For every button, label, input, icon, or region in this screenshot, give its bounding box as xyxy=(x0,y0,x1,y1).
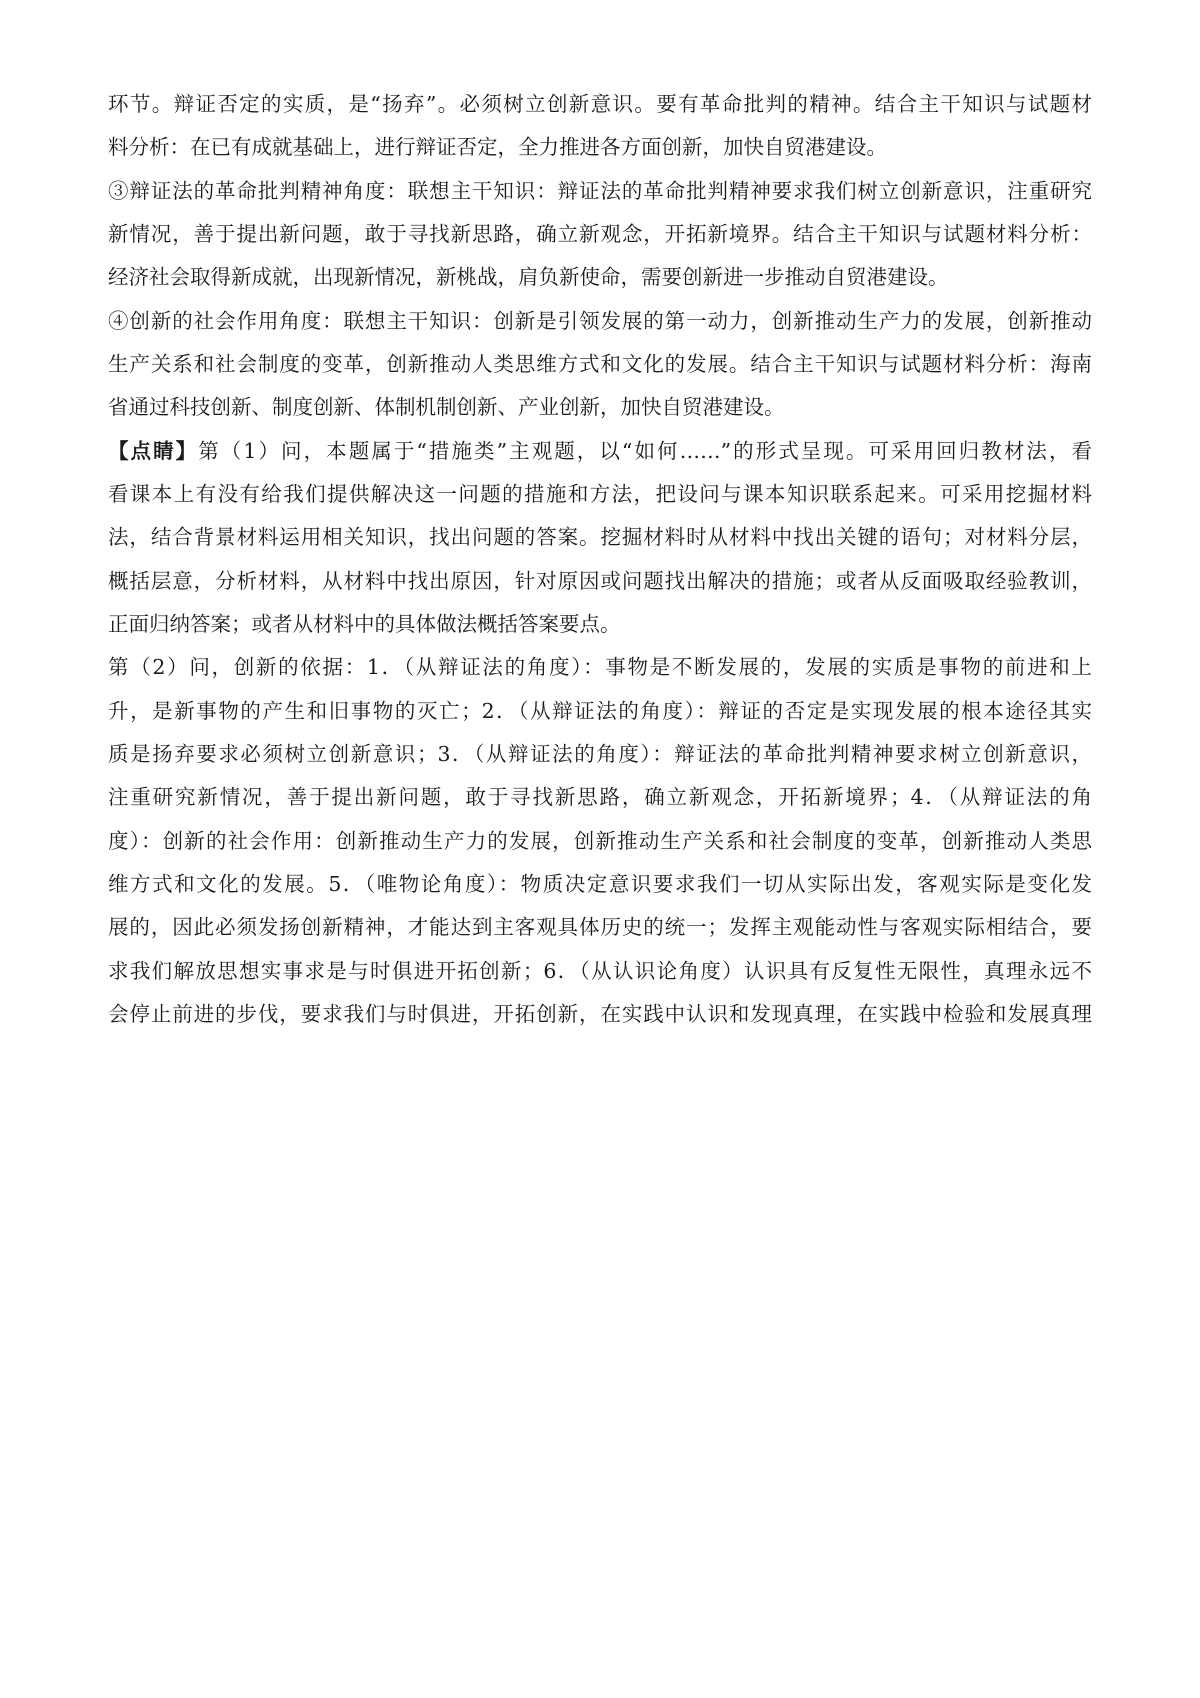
paragraph-question-2-basis xyxy=(108,646,1092,1036)
text-line: 正面归纳答案；或者从材料中的具体做法概括答案要点。 xyxy=(108,611,621,636)
text-line: 会停止前进的步伐，要求我们与时俱进，开拓创新，在实践中认识和发现真理，在实践中检验和发展真理 xyxy=(108,1001,1092,1026)
paragraph-highlight-tips xyxy=(108,430,1092,647)
paragraph-social-role-of-innovation xyxy=(108,300,1092,430)
text-line: 求我们解放思想实事求是与时俱进开拓创新；6．（从认识论角度）认识具有反复性无限性，真理永远不 xyxy=(108,958,1092,983)
document-body xyxy=(108,83,1092,1036)
text-line: 环节。辩证否定的实质，是“扬弃”。必须树立创新意识。要有革命批判的精神。结合主干知识与试题材 xyxy=(108,92,1092,116)
text-line: 注重研究新情况，善于提出新问题，敢于寻找新思路，确立新观念，开拓新境界；4．（从辩证法的角 xyxy=(108,785,1092,810)
paragraph-revolutionary-critical-spirit xyxy=(108,170,1092,300)
text-line: 生产关系和社会制度的变革，创新推动人类思维方式和文化的发展。结合主干知识与试题材料分析：海南 xyxy=(108,351,1092,376)
text-line: 升，是新事物的产生和旧事物的灭亡；2．（从辩证法的角度）：辩证的否定是实现发展的根本途径其实 xyxy=(108,698,1092,723)
text-line: ④创新的社会作用角度：联想主干知识：创新是引领发展的第一动力，创新推动生产力的发展，创新推动 xyxy=(108,308,1092,333)
paragraph-dialectical-negation-conclusion xyxy=(108,83,1092,170)
text-line: 法，结合背景材料运用相关知识，找出问题的答案。挖掘材料时从材料中找出关键的语句；对材料分层， xyxy=(108,525,1092,550)
text-line: 第（2）问，创新的依据：1．（从辩证法的角度）：事物是不断发展的，发展的实质是事物的前进和上 xyxy=(108,655,1092,680)
text-line-content: 第（1）问，本题属于“措施类”主观题，以“如何……”的形式呈现。可采用回归教材法，看 xyxy=(198,438,1092,463)
text-line: 看课本上有没有给我们提供解决这一问题的措施和方法，把设问与课本知识联系起来。可采用挖掘材料 xyxy=(108,481,1092,506)
text-line xyxy=(108,430,1092,473)
text-line: 省通过科技创新、制度创新、体制机制创新、产业创新，加快自贸港建设。 xyxy=(108,395,785,420)
text-line: 经济社会取得新成就，出现新情况，新桃战，肩负新使命，需要创新进一步推动自贸港建设。 xyxy=(108,265,949,290)
text-line: 维方式和文化的发展。5．（唯物论角度）：物质决定意识要求我们一切从实际出发，客观实际是变化发 xyxy=(108,871,1092,896)
text-line: 料分析：在已有成就基础上，进行辩证否定，全力推进各方面创新，加快自贸港建设。 xyxy=(108,135,887,160)
text-line: 质是扬弃要求必须树立创新意识；3．（从辩证法的角度）：辩证法的革命批判精神要求树立创新意识， xyxy=(108,741,1092,766)
text-line: 展的，因此必须发扬创新精神，才能达到主客观具体历史的统一；发挥主观能动性与客观实际相结合，要 xyxy=(108,915,1092,940)
text-line: 新情况，善于提出新问题，敢于寻找新思路，确立新观念，开拓新境界。结合主干知识与试题材料分析： xyxy=(108,221,1092,246)
highlight-label: 【点睛】 xyxy=(108,438,199,463)
text-line: ③辩证法的革命批判精神角度：联想主干知识：辩证法的革命批判精神要求我们树立创新意识，注重研究 xyxy=(108,178,1092,203)
text-line: 度）：创新的社会作用：创新推动生产力的发展，创新推动生产关系和社会制度的变革，创新推动人类思 xyxy=(108,828,1092,853)
text-line: 概括层意，分析材料，从材料中找出原因，针对原因或问题找出解决的措施；或者从反面吸取经验教训， xyxy=(108,568,1092,593)
